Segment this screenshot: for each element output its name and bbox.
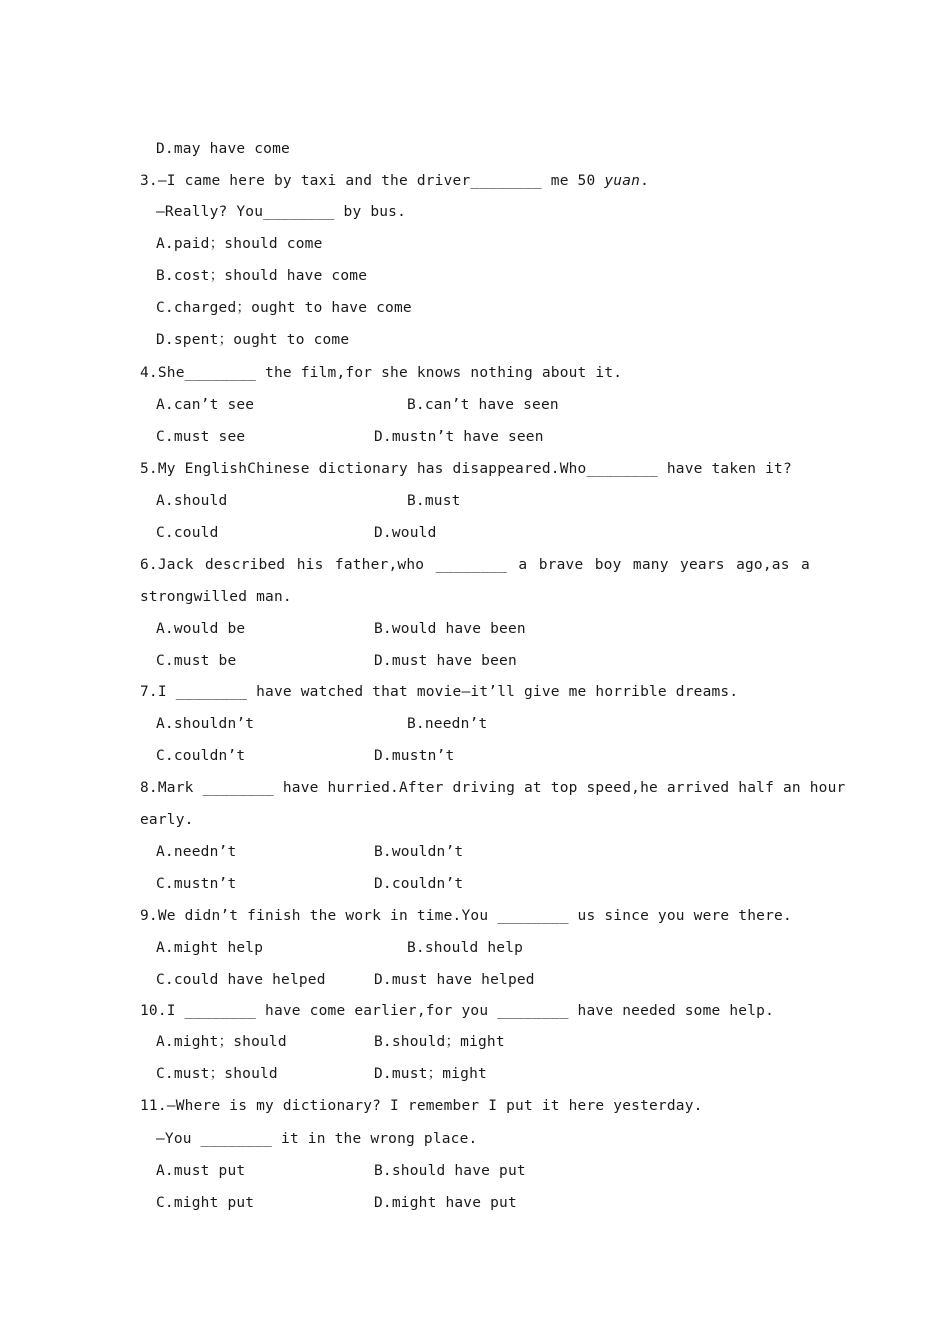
question-3-reply: —Really? You________ by bus. xyxy=(156,204,407,220)
question-9-stem: 9.We didn’t finish the work in time.You ________ us since you were there. xyxy=(140,908,792,924)
option-5b: B.must xyxy=(407,493,461,509)
option-5c: C.could xyxy=(156,525,219,541)
question-3-stem: 3.—I came here by taxi and the driver________ me 50 yuan. xyxy=(140,173,650,189)
option-8d: D.couldn’t xyxy=(374,876,464,892)
option-7b: B.needn’t xyxy=(407,716,488,732)
question-4-stem: 4.She________ the film,for she knows nothing about it. xyxy=(140,365,623,381)
option-11d: D.might have put xyxy=(374,1195,517,1211)
option-6c: C.must be xyxy=(156,653,237,669)
option-11b: B.should have put xyxy=(374,1163,526,1179)
option-3a: A.paid；should come xyxy=(156,236,323,252)
option-9d: D.must have helped xyxy=(374,972,535,988)
option-4d: D.mustn’t have seen xyxy=(374,429,544,445)
option-3c: C.charged；ought to have come xyxy=(156,300,412,316)
option-4c: C.must see xyxy=(156,429,246,445)
option-3b: B.cost；should have come xyxy=(156,268,368,284)
option-4a: A.can’t see xyxy=(156,397,255,413)
question-8-stem-cont: early. xyxy=(140,812,194,828)
option-7a: A.shouldn’t xyxy=(156,716,255,732)
question-5-stem: 5.My EnglishChinese dictionary has disappeared.Who________ have taken it? xyxy=(140,461,792,477)
question-8-stem: 8.Mark ________ have hurried.After driving at top speed,he arrived half an hour xyxy=(140,780,846,796)
option-6d: D.must have been xyxy=(374,653,517,669)
question-6-stem: 6.Jack described his father,who ________ a brave boy many years ago,as a xyxy=(140,557,810,573)
option-10c: C.must；should xyxy=(156,1066,278,1082)
option-8b: B.wouldn’t xyxy=(374,844,464,860)
option-6a: A.would be xyxy=(156,621,246,637)
option-8a: A.needn’t xyxy=(156,844,237,860)
question-6-stem-cont: strongwilled man. xyxy=(140,589,292,605)
option-5d: D.would xyxy=(374,525,437,541)
option-9c: C.could have helped xyxy=(156,972,326,988)
option-11c: C.might put xyxy=(156,1195,255,1211)
option-10b: B.should；might xyxy=(374,1034,505,1050)
option-9a: A.might help xyxy=(156,940,264,956)
option-2d: D.may have come xyxy=(156,141,290,157)
option-6b: B.would have been xyxy=(374,621,526,637)
option-7d: D.mustn’t xyxy=(374,748,455,764)
option-9b: B.should help xyxy=(407,940,524,956)
option-5a: A.should xyxy=(156,493,228,509)
option-10a: A.might；should xyxy=(156,1034,287,1050)
question-11-stem: 11.—Where is my dictionary? I remember I put it here yesterday. xyxy=(140,1098,703,1114)
option-3d: D.spent；ought to come xyxy=(156,332,350,348)
option-4b: B.can’t have seen xyxy=(407,397,559,413)
option-11a: A.must put xyxy=(156,1163,246,1179)
option-8c: C.mustn’t xyxy=(156,876,237,892)
option-7c: C.couldn’t xyxy=(156,748,246,764)
option-10d: D.must；might xyxy=(374,1066,487,1082)
question-11-reply: —You ________ it in the wrong place. xyxy=(156,1131,478,1147)
question-7-stem: 7.I ________ have watched that movie—it’ll give me horrible dreams. xyxy=(140,684,739,700)
question-10-stem: 10.I ________ have come earlier,for you ________ have needed some help. xyxy=(140,1003,775,1019)
